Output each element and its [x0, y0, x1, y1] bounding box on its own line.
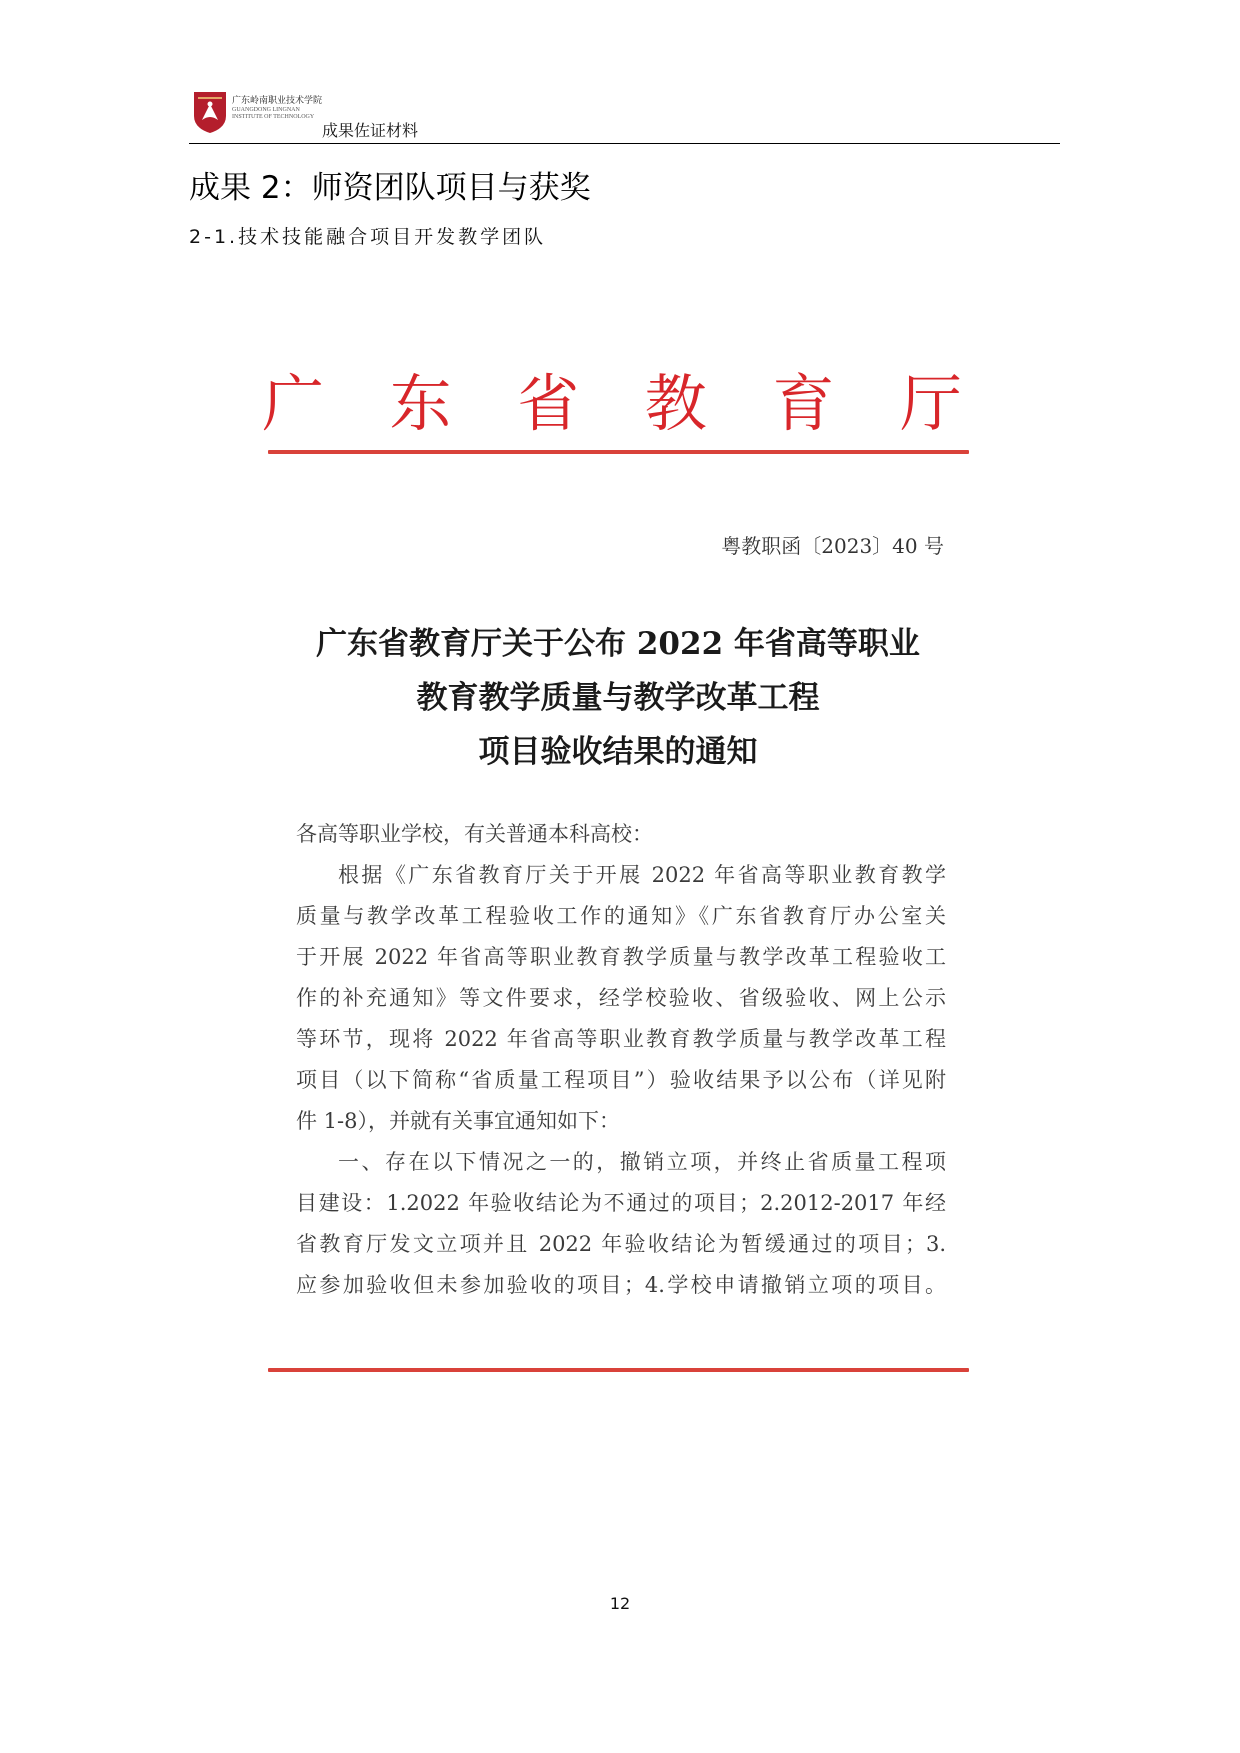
document-number: 粤教职函〔2023〕40 号	[721, 534, 944, 558]
issuer-char: 厅	[899, 367, 962, 440]
document-salutation: 各高等职业学校，有关普通本科高校：	[296, 822, 653, 846]
document-body-line: 省教育厅发文立项并且 2022 年验收结论为暂缓通过的项目；3.	[296, 1232, 946, 1256]
document-body-line: 件 1-8），并就有关事宜通知如下：	[296, 1109, 620, 1133]
section-title: 成果 2：师资团队项目与获奖	[189, 170, 591, 206]
header-label: 成果佐证材料	[322, 121, 419, 140]
document-title-line-1: 广东省教育厅关于公布 2022 年省高等职业	[316, 626, 920, 662]
school-name-cn: 广东岭南职业技术学院	[232, 96, 323, 106]
document-body-line: 项目（以下简称“省质量工程项目”）验收结果予以公布（详见附	[296, 1068, 946, 1092]
document-top-red-rule	[268, 450, 969, 454]
document-bottom-red-rule	[268, 1368, 969, 1372]
document-issuer-heading	[262, 364, 962, 444]
document-body-line: 根据《广东省教育厅关于开展 2022 年省高等职业教育教学	[338, 863, 946, 887]
issuer-char: 育	[772, 367, 835, 440]
school-name-en-line-1: GUANGDONG LINGNAN	[232, 107, 300, 113]
document-body-line: 质量与教学改革工程验收工作的通知》《广东省教育厅办公室关	[296, 904, 946, 928]
document-body-line: 作的补充通知》等文件要求，经学校验收、省级验收、网上公示	[296, 986, 946, 1010]
school-name-en-line-2: INSTITUTE OF TECHNOLOGY	[232, 113, 315, 120]
document-title-line-2: 教育教学质量与教学改革工程	[416, 680, 820, 716]
issuer-char: 省	[517, 367, 580, 440]
document-body-line: 于开展 2022 年省高等职业教育教学质量与教学改革工程验收工	[296, 945, 946, 969]
document-body-line: 一、存在以下情况之一的，撤销立项，并终止省质量工程项	[338, 1150, 946, 1174]
school-logo	[192, 90, 228, 134]
header-divider	[189, 143, 1060, 144]
document-body-line: 等环节，现将 2022 年省高等职业教育教学质量与教学改革工程	[296, 1027, 946, 1051]
document-body-line: 应参加验收但未参加验收的项目；4.学校申请撤销立项的项目。	[296, 1273, 946, 1297]
page-number: 12	[609, 1594, 631, 1613]
document-body-line: 目建设：1.2022 年验收结论为不通过的项目；2.2012-2017 年经	[296, 1191, 946, 1215]
issuer-char: 东	[389, 367, 452, 440]
issuer-char: 广	[262, 367, 325, 440]
school-name-en	[232, 107, 314, 120]
document-title-line-3: 项目验收结果的通知	[478, 734, 758, 770]
issuer-char: 教	[644, 367, 707, 440]
section-subtitle: 2-1.技术技能融合项目开发教学团队	[189, 226, 547, 248]
